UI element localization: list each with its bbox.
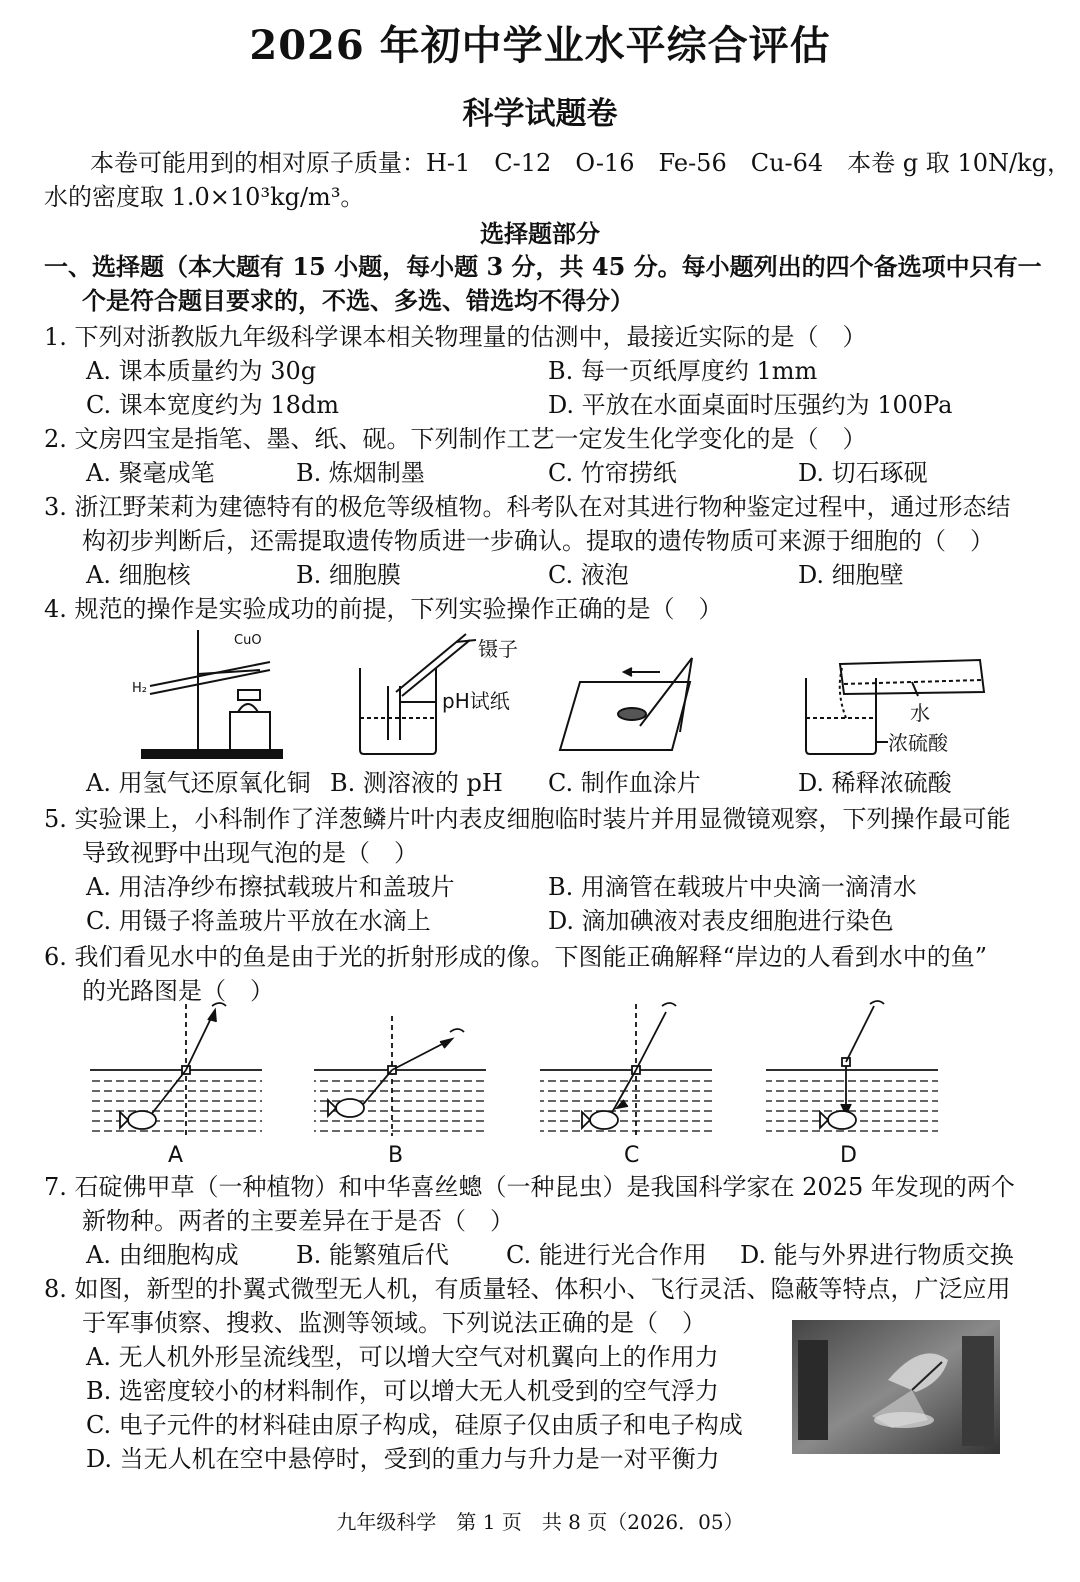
- part-header-line-2: 个是符合题目要求的，不选、多选、错选均不得分）: [82, 286, 634, 315]
- q7-option-c[interactable]: C. 能进行光合作用: [506, 1241, 707, 1269]
- q5-option-b[interactable]: B. 用滴管在载玻片中央滴一滴清水: [548, 873, 917, 901]
- q4-figures: [120, 622, 1020, 767]
- q8-option-b[interactable]: B. 选密度较小的材料制作，可以增大无人机受到的空气浮力: [86, 1377, 719, 1405]
- part-header-line-1: 一、选择题（本大题有 15 小题，每小题 3 分，共 45 分。每小题列出的四个备选项中只有一: [44, 252, 1042, 281]
- q6-label-c: C: [624, 1143, 640, 1166]
- q4-figure-a-apparatus: [142, 630, 282, 758]
- q3-stem-line-2: 构初步判断后，还需提取遗传物质进一步确认。提取的遗传物质可来源于细胞的（ ）: [82, 527, 994, 555]
- q4-label-acid: 浓硫酸: [888, 731, 948, 755]
- q7-stem-line-2: 新物种。两者的主要差异在于是否（ ）: [82, 1207, 514, 1235]
- q4-label-cuo: CuO: [234, 633, 262, 648]
- q4-label-h2: H₂: [132, 681, 147, 696]
- q3-stem-line-1: 3. 浙江野茉莉为建德特有的极危等级植物。科考队在对其进行物种鉴定过程中，通过形态结: [44, 493, 1011, 521]
- q7-stem-line-1: 7. 石碇佛甲草（一种植物）和中华喜丝蟌（一种昆虫）是我国科学家在 2025 年发现的两个: [44, 1173, 1015, 1201]
- q4-option-c[interactable]: C. 制作血涂片: [548, 769, 701, 797]
- exam-title: 2026 年初中学业水平综合评估: [249, 22, 831, 69]
- q4-stem: 4. 规范的操作是实验成功的前提，下列实验操作正确的是（ ）: [44, 595, 723, 623]
- q1-option-c[interactable]: C. 课本宽度约为 18dm: [86, 391, 340, 419]
- q8-option-c[interactable]: C. 电子元件的材料硅由原子构成，硅原子仅由质子和电子构成: [86, 1411, 743, 1439]
- q2-stem: 2. 文房四宝是指笔、墨、纸、砚。下列制作工艺一定发生化学变化的是（ ）: [44, 425, 867, 453]
- q7-option-b[interactable]: B. 能繁殖后代: [296, 1241, 449, 1269]
- q2-option-b[interactable]: B. 炼烟制墨: [296, 459, 425, 487]
- q6-label-b: B: [388, 1143, 404, 1166]
- page-footer: 九年级科学 第 1 页 共 8 页（2026．05）: [336, 1510, 744, 1534]
- q1-option-d[interactable]: D. 平放在水面桌面时压强约为 100Pa: [548, 391, 953, 419]
- q4-label-water: 水: [910, 701, 930, 725]
- q4-figure-c-apparatus: [560, 658, 692, 750]
- q3-option-c[interactable]: C. 液泡: [548, 561, 629, 589]
- q8-option-a[interactable]: A. 无人机外形呈流线型，可以增大空气对机翼向上的作用力: [86, 1343, 719, 1371]
- q6-stem-line-1: 6. 我们看见水中的鱼是由于光的折射形成的像。下图能正确解释“岸边的人看到水中的鱼”: [44, 943, 988, 971]
- q8-drone-photo: [792, 1320, 1000, 1454]
- q6-figure-d: [766, 1001, 938, 1136]
- q1-option-a[interactable]: A. 课本质量约为 30g: [86, 357, 317, 385]
- q4-option-a[interactable]: A. 用氢气还原氧化铜: [86, 769, 311, 797]
- q6-label-a: A: [168, 1143, 184, 1166]
- q6-figures: [80, 996, 960, 1166]
- q6-figure-a: [90, 1003, 262, 1136]
- q6-figure-c: [540, 1003, 712, 1136]
- q5-option-a[interactable]: A. 用洁净纱布擦拭载玻片和盖玻片: [86, 873, 455, 901]
- q4-label-ph-paper: pH试纸: [442, 689, 510, 713]
- q6-figure-b: [314, 1016, 486, 1136]
- q2-option-d[interactable]: D. 切石琢砚: [798, 459, 928, 487]
- q7-option-a[interactable]: A. 由细胞构成: [86, 1241, 239, 1269]
- q5-option-d[interactable]: D. 滴加碘液对表皮细胞进行染色: [548, 907, 894, 935]
- q6-stem-line-2: 的光路图是（ ）: [82, 977, 274, 1005]
- q6-label-d: D: [840, 1143, 857, 1166]
- q8-option-d[interactable]: D. 当无人机在空中悬停时，受到的重力与升力是一对平衡力: [86, 1445, 720, 1473]
- q2-option-c[interactable]: C. 竹帘捞纸: [548, 459, 677, 487]
- q7-option-d[interactable]: D. 能与外界进行物质交换: [740, 1241, 1014, 1269]
- intro-line-1: 本卷可能用到的相对原子质量：H-1 C-12 O-16 Fe-56 Cu-64 本卷 g 取 10N/kg，: [90, 149, 1071, 177]
- section-title: 选择题部分: [480, 219, 600, 248]
- q4-option-d[interactable]: D. 稀释浓硫酸: [798, 769, 952, 797]
- q3-option-d[interactable]: D. 细胞壁: [798, 561, 904, 589]
- q3-option-a[interactable]: A. 细胞核: [86, 561, 191, 589]
- q8-stem-line-1: 8. 如图，新型的扑翼式微型无人机，有质量轻、体积小、飞行灵活、隐蔽等特点，广泛应用: [44, 1275, 1011, 1303]
- q5-stem-line-1: 5. 实验课上，小科制作了洋葱鳞片叶内表皮细胞临时装片并用显微镜观察，下列操作最可能: [44, 805, 1011, 833]
- q5-stem-line-2: 导致视野中出现气泡的是（ ）: [82, 839, 418, 867]
- q5-option-c[interactable]: C. 用镊子将盖玻片平放在水滴上: [86, 907, 431, 935]
- exam-subtitle: 科学试题卷: [462, 96, 618, 132]
- q2-option-a[interactable]: A. 聚毫成笔: [86, 459, 215, 487]
- q4-label-tweezers: 镊子: [478, 637, 518, 661]
- q3-option-b[interactable]: B. 细胞膜: [296, 561, 401, 589]
- q4-option-b[interactable]: B. 测溶液的 pH: [330, 769, 503, 797]
- q8-stem-line-2: 于军事侦察、搜救、监测等领域。下列说法正确的是（ ）: [82, 1309, 706, 1337]
- intro-line-2: 水的密度取 1.0×10³kg/m³。: [44, 183, 365, 211]
- q1-stem: 1. 下列对浙教版九年级科学课本相关物理量的估测中，最接近实际的是（ ）: [44, 323, 867, 351]
- q1-option-b[interactable]: B. 每一页纸厚度约 1mm: [548, 357, 818, 385]
